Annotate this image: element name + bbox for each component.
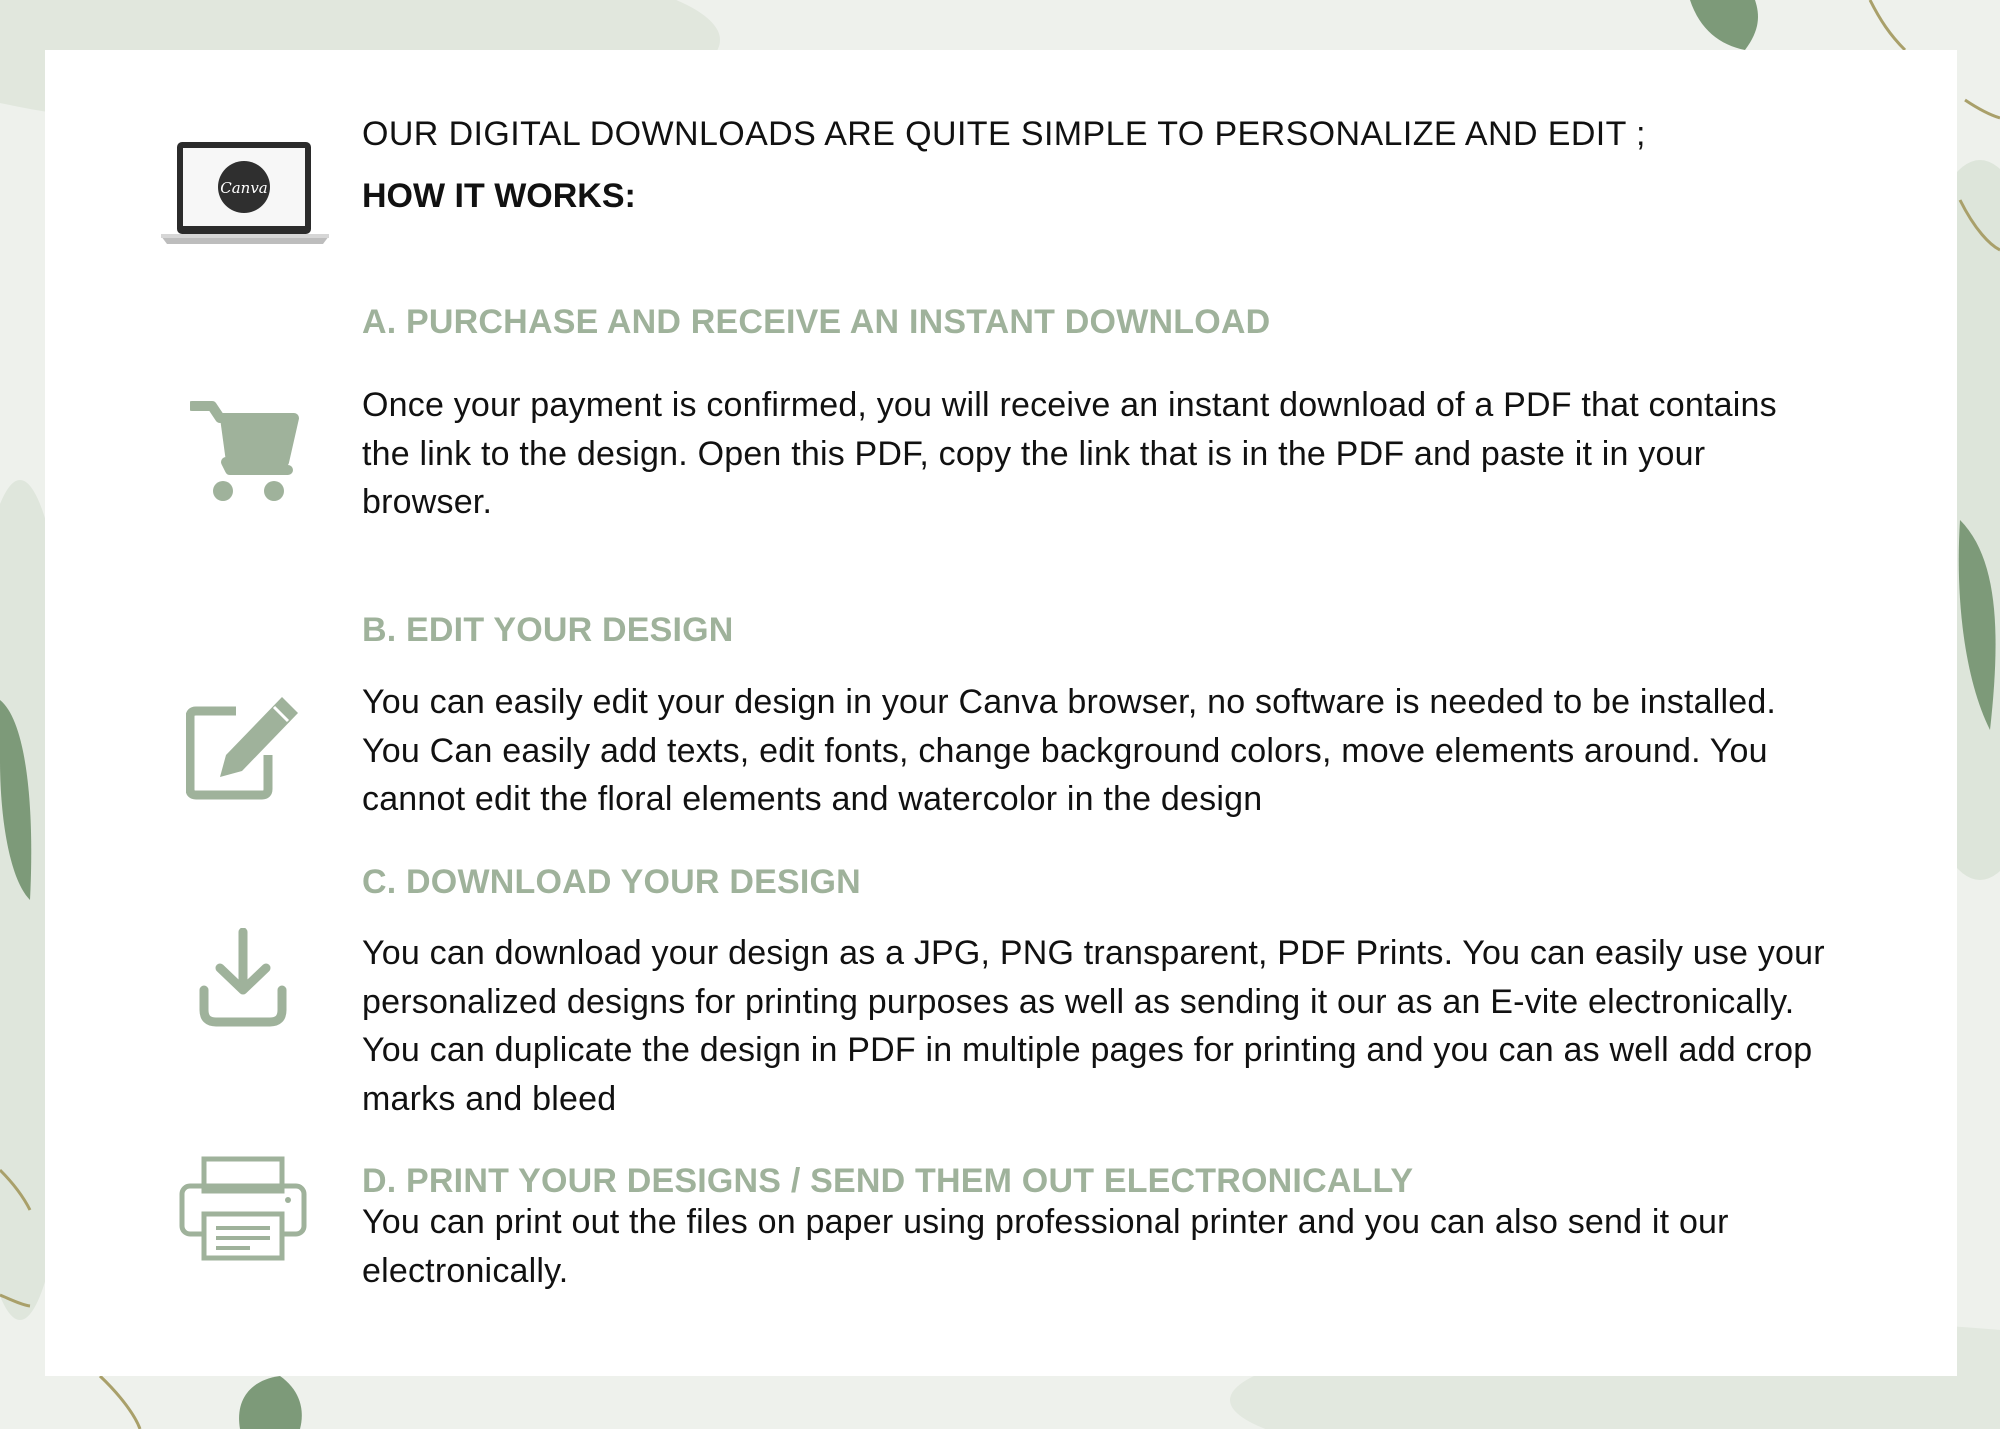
edit-icon bbox=[186, 693, 302, 801]
how-it-works-heading: HOW IT WORKS: bbox=[362, 177, 636, 215]
download-icon bbox=[198, 928, 288, 1028]
canva-logo: Canva bbox=[220, 179, 268, 197]
section-d-title: D. PRINT YOUR DESIGNS / SEND THEM OUT ELECTRONICALLY bbox=[362, 1162, 1414, 1200]
section-c-title: C. DOWNLOAD YOUR DESIGN bbox=[362, 863, 861, 901]
intro-text: OUR DIGITAL DOWNLOADS ARE QUITE SIMPLE TO PERSONALIZE AND EDIT ; bbox=[362, 115, 1646, 153]
section-c-body: You can download your design as a JPG, PNG transparent, PDF Prints. You can easily use your personalized designs for printing purposes as well as sending it our as an E-vite electronically. You can duplicate the design in PDF in multiple pages for printing and you can as well add crop marks and bleed bbox=[362, 934, 1825, 1118]
laptop-icon bbox=[160, 140, 330, 248]
section-a-title: A. PURCHASE AND RECEIVE AN INSTANT DOWNLOAD bbox=[362, 303, 1271, 341]
printer-icon bbox=[178, 1156, 308, 1262]
section-b-body: You can easily edit your design in your Canva browser, no software is needed to be installed. You Can easily add texts, edit fonts, change background colors, move elements around. You cannot edit the floral elements and watercolor in the design bbox=[362, 683, 1777, 818]
section-d-body: You can print out the files on paper using professional printer and you can also send it our electronically. bbox=[362, 1203, 1729, 1290]
section-a-body: Once your payment is confirmed, you will receive an instant download of a PDF that contains the link to the design. Open this PDF, copy the link that is in the PDF and paste it in your browser. bbox=[362, 386, 1777, 521]
shopping-cart-icon bbox=[190, 400, 300, 505]
section-b-title: B. EDIT YOUR DESIGN bbox=[362, 611, 734, 649]
